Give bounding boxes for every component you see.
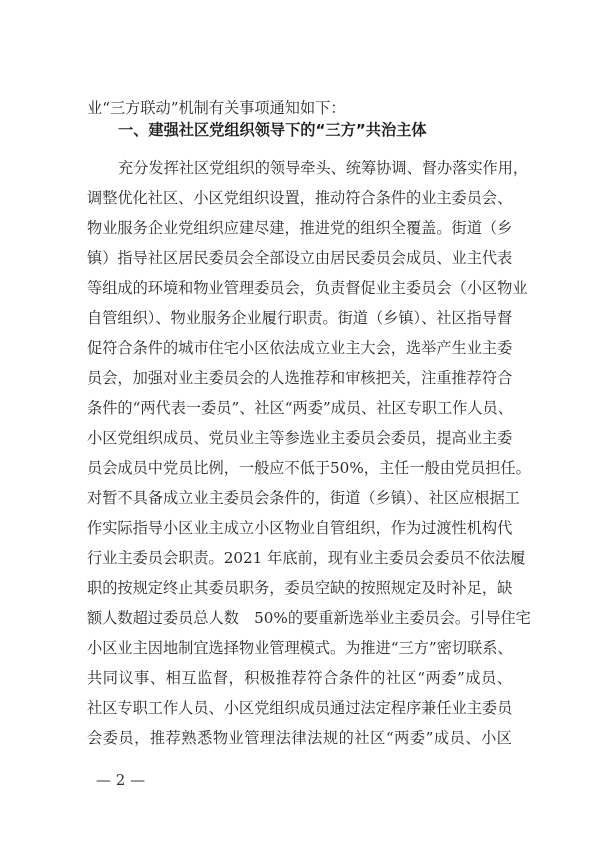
page-number: — 2 — <box>96 771 146 789</box>
paragraph-line: 员会，加强对业主委员会的人选推荐和审核把关，注重推荐符合 <box>87 369 513 387</box>
paragraph-line: 会委员，推荐熟悉物业管理法律法规的社区“两委”成员、小区 <box>87 729 512 747</box>
paragraph-line: 社区专职工作人员、小区党组织成员通过法定程序兼任业主委员 <box>87 699 513 717</box>
paragraph-line: 共同议事、相互监督，积极推荐符合条件的社区“两委”成员、 <box>87 669 512 687</box>
paragraph-line: 促符合条件的城市住宅小区依法成立业主大会，选举产生业主委 <box>87 339 513 357</box>
paragraph-line: 小区业主因地制宜选择物业管理模式。为推进“三方”密切联系、 <box>87 639 513 657</box>
paragraph-line: 调整优化社区、小区党组织设置，推动符合条件的业主委员会、 <box>87 189 513 207</box>
paragraph-line: 额人数超过委员总人数 50%的要重新选举业主委员会。引导住宅 <box>87 609 531 627</box>
paragraph-line: 充分发挥社区党组织的领导牵头、统筹协调、督办落实作用， <box>118 159 529 177</box>
paragraph-line: 小区党组织成员、党员业主等参选业主委员会委员，提高业主委 <box>87 429 513 447</box>
paragraph-line: 行业主委员会职责。2021 年底前，现有业主委员会委员不依法履 <box>87 549 526 567</box>
paragraph-line: 员会成员中党员比例，一般应不低于50%，主任一般由党员担任。 <box>87 459 531 477</box>
paragraph-line: 自管组织）、物业服务企业履行职责。街道（乡镇）、社区指导督 <box>87 309 513 327</box>
intro-line: 业“三方联动”机制有关事项通知如下： <box>87 99 346 117</box>
paragraph-line: 镇）指导社区居民委员会全部设立由居民委员会成员、业主代表 <box>87 249 513 267</box>
paragraph-line: 等组成的环境和物业管理委员会，负责督促业主委员会（小区物业 <box>87 279 528 297</box>
paragraph-line: 作实际指导小区业主成立小区物业自管组织，作为过渡性机构代 <box>87 519 513 537</box>
section-heading: 一、建强社区党组织领导下的“三方”共治主体 <box>118 121 427 139</box>
paragraph-line: 对暂不具备成立业主委员会条件的，街道（乡镇）、社区应根据工 <box>87 489 520 507</box>
paragraph-line: 条件的“两代表一委员”、社区“两委”成员、社区专职工作人员、 <box>87 399 513 417</box>
paragraph-line: 物业服务企业党组织应建尽建，推进党的组织全覆盖。街道（乡 <box>87 219 513 237</box>
paragraph-line: 职的按规定终止其委员职务，委员空缺的按照规定及时补足，缺 <box>87 579 513 597</box>
